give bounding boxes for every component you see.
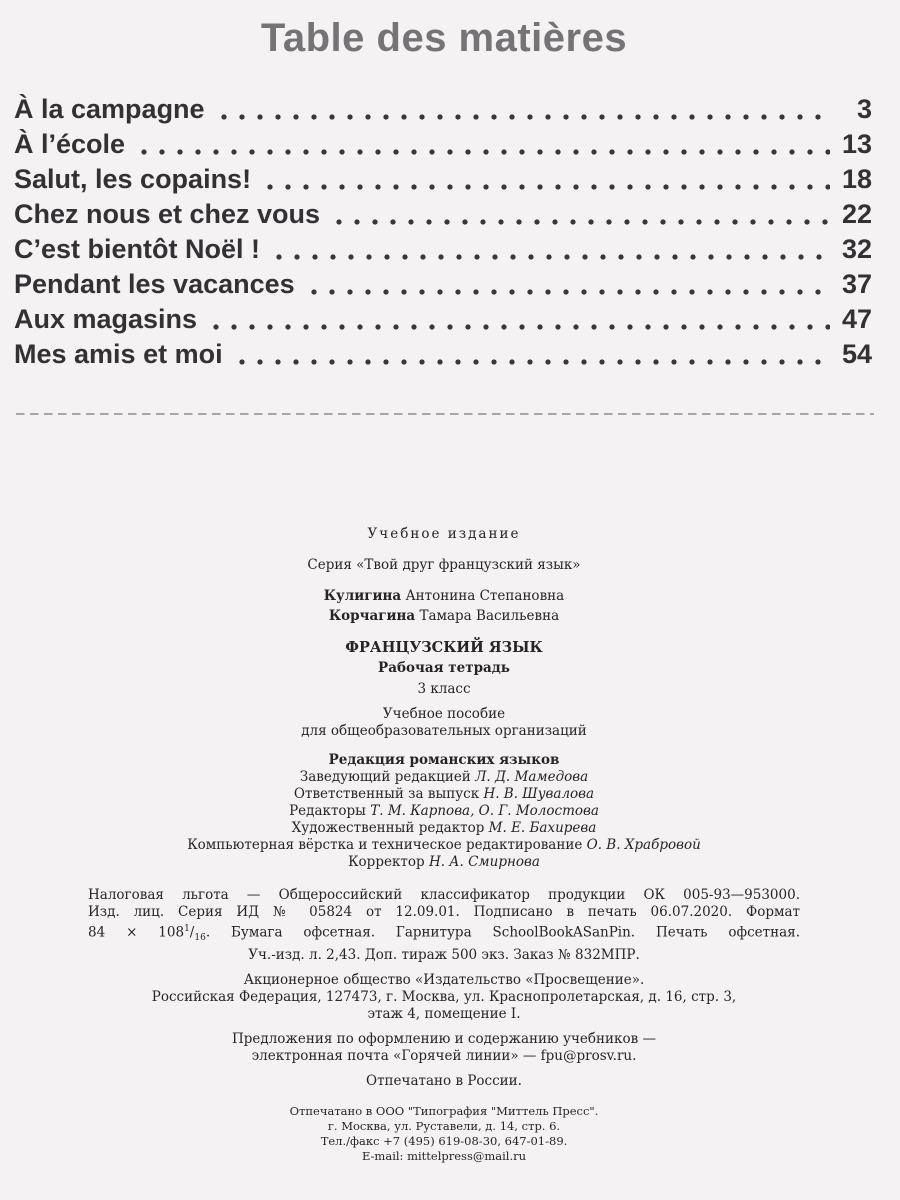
staff-person: О. В. Храбровой [586, 837, 701, 853]
section-divider [16, 413, 874, 417]
staff-person: Н. В. Шувалова [483, 786, 595, 802]
toc-entry [14, 164, 872, 199]
staff-person: Л. Д. Мамедова [475, 769, 589, 785]
toc-leader-dots [305, 289, 830, 295]
toc-entry-label: À la campagne [14, 94, 205, 124]
author-surname: Корчагина [328, 608, 416, 624]
printed-in: Отпечатано в России. [366, 1073, 522, 1090]
tax-line: Налоговая льгота — Общероссийский классификатор продукции ОК 005-93—953000. [88, 887, 800, 903]
staff-line [0, 820, 888, 837]
toc-entry-label: Salut, les copains! [14, 164, 252, 194]
toc-entry-page: 3 [856, 94, 872, 124]
staff-person: Т. М. Карпова, О. Г. Молостова [370, 803, 599, 819]
toc-entry [14, 234, 872, 269]
toc-entry [14, 269, 872, 304]
editorial-office: Редакция романских языков [328, 752, 560, 768]
book-subtitle: Рабочая тетрадь [378, 660, 510, 676]
page-title: Table des matières [260, 16, 628, 60]
format-rest: . Бумага офсетная. Гарнитура SchoolBookASanPin. Печать офсетная. [205, 924, 800, 941]
staff-role: Корректор [348, 854, 425, 870]
toc-entry-label: Chez nous et chez vous [14, 199, 321, 229]
toc-entry [14, 339, 872, 374]
publisher-line: этаж 4, помещение I. [367, 1006, 521, 1023]
author-surname: Кулигина [323, 588, 402, 604]
printer-line: Отпечатано в ООО "Типография "Миттель Пресс". [289, 1104, 599, 1119]
proposals-line: Предложения по оформлению и содержанию учебников — [232, 1031, 656, 1048]
toc-leader-dots [330, 219, 830, 225]
format-numerator: 1 [184, 924, 190, 934]
purpose-line: Учебное пособие [382, 706, 506, 722]
staff-line [0, 854, 888, 871]
staff-person: Н. А. Смирнова [428, 854, 540, 870]
tax-line: Изд. лиц. Серия ИД № 05824 от 12.09.01. Подписано в печать 06.07.2020. Формат [88, 904, 800, 920]
toc-entry-page: 22 [841, 199, 872, 229]
staff-role: Редакторы [289, 803, 366, 819]
toc-leader-dots [233, 359, 830, 365]
toc-leader-dots [207, 324, 830, 330]
toc-leader-dots [270, 254, 830, 260]
series-line: Серия «Твой друг французский язык» [307, 557, 581, 573]
printer-line: E-mail: mittelpress@mail.ru [361, 1149, 527, 1164]
printer-line: г. Москва, ул. Руставели, д. 14, стр. 6. [327, 1119, 561, 1134]
toc-entry-page: 54 [841, 339, 872, 369]
author-name: Тамара Васильевна [419, 608, 560, 624]
proposals-line: электронная почта «Горячей линии» — fpu@prosv.ru. [251, 1048, 637, 1065]
staff-role: Ответственный за выпуск [293, 786, 480, 802]
toc-entry-label: C’est bientôt Noël ! [14, 234, 261, 264]
toc-entry-page: 32 [841, 234, 872, 264]
staff-line [0, 803, 888, 820]
staff-person: М. Е. Бахирева [488, 820, 597, 836]
purpose-line: для общеобразовательных организаций [301, 723, 587, 739]
staff-role: Компьютерная вёрстка и техническое редактирование [187, 837, 583, 853]
imprint-block [0, 526, 888, 1164]
toc-entry [14, 94, 872, 129]
toc-entry [14, 129, 872, 164]
toc-entry-page: 37 [841, 269, 872, 299]
author-line [0, 608, 888, 625]
toc-leader-dots [215, 114, 830, 120]
staff-line [0, 837, 888, 854]
toc-entry-label: Mes amis et moi [14, 339, 223, 369]
author-name: Антонина Степановна [405, 588, 565, 604]
edition-type: Учебное издание [367, 526, 521, 542]
toc-leader-dots [135, 149, 830, 155]
toc-entry-label: À l’école [14, 129, 126, 159]
format-line: $84 \times 108^1/_{16}$. Бумага офсетная. Гарнитура SchoolBookASanPin. Печать офсетная. [88, 924, 800, 944]
publisher-line: Акционерное общество «Издательство «Просвещение». [243, 972, 645, 989]
toc-entry-label: Aux magasins [14, 304, 198, 334]
format-denominator: 16 [194, 933, 206, 944]
toc-leader-dots [261, 184, 830, 190]
staff-line [0, 769, 888, 786]
tax-line: Уч.-изд. л. 2,43. Доп. тираж 500 экз. Заказ № 832МПР. [248, 947, 640, 964]
printer-line: Тел./факс +7 (495) 619-08-30, 647-01-89. [320, 1134, 568, 1149]
publisher-line: Российская Федерация, 127473, г. Москва, ул. Краснопролетарская, д. 16, стр. 3, [151, 989, 737, 1006]
toc-entry-page: 47 [841, 304, 872, 334]
toc-entry [14, 199, 872, 234]
grade: 3 класс [417, 681, 471, 697]
toc-entry-page: 13 [841, 129, 872, 159]
format-prefix: 84 × 108 [88, 924, 185, 941]
staff-role: Заведующий редакцией [299, 769, 471, 785]
toc-entry [14, 304, 872, 339]
staff-role: Художественный редактор [291, 820, 485, 836]
author-line [0, 588, 888, 605]
staff-line [0, 786, 888, 803]
toc-entry-label: Pendant les vacances [14, 269, 295, 299]
book-title: ФРАНЦУЗСКИЙ ЯЗЫК [345, 639, 543, 656]
toc-entry-page: 18 [841, 164, 872, 194]
table-of-contents [14, 94, 872, 374]
